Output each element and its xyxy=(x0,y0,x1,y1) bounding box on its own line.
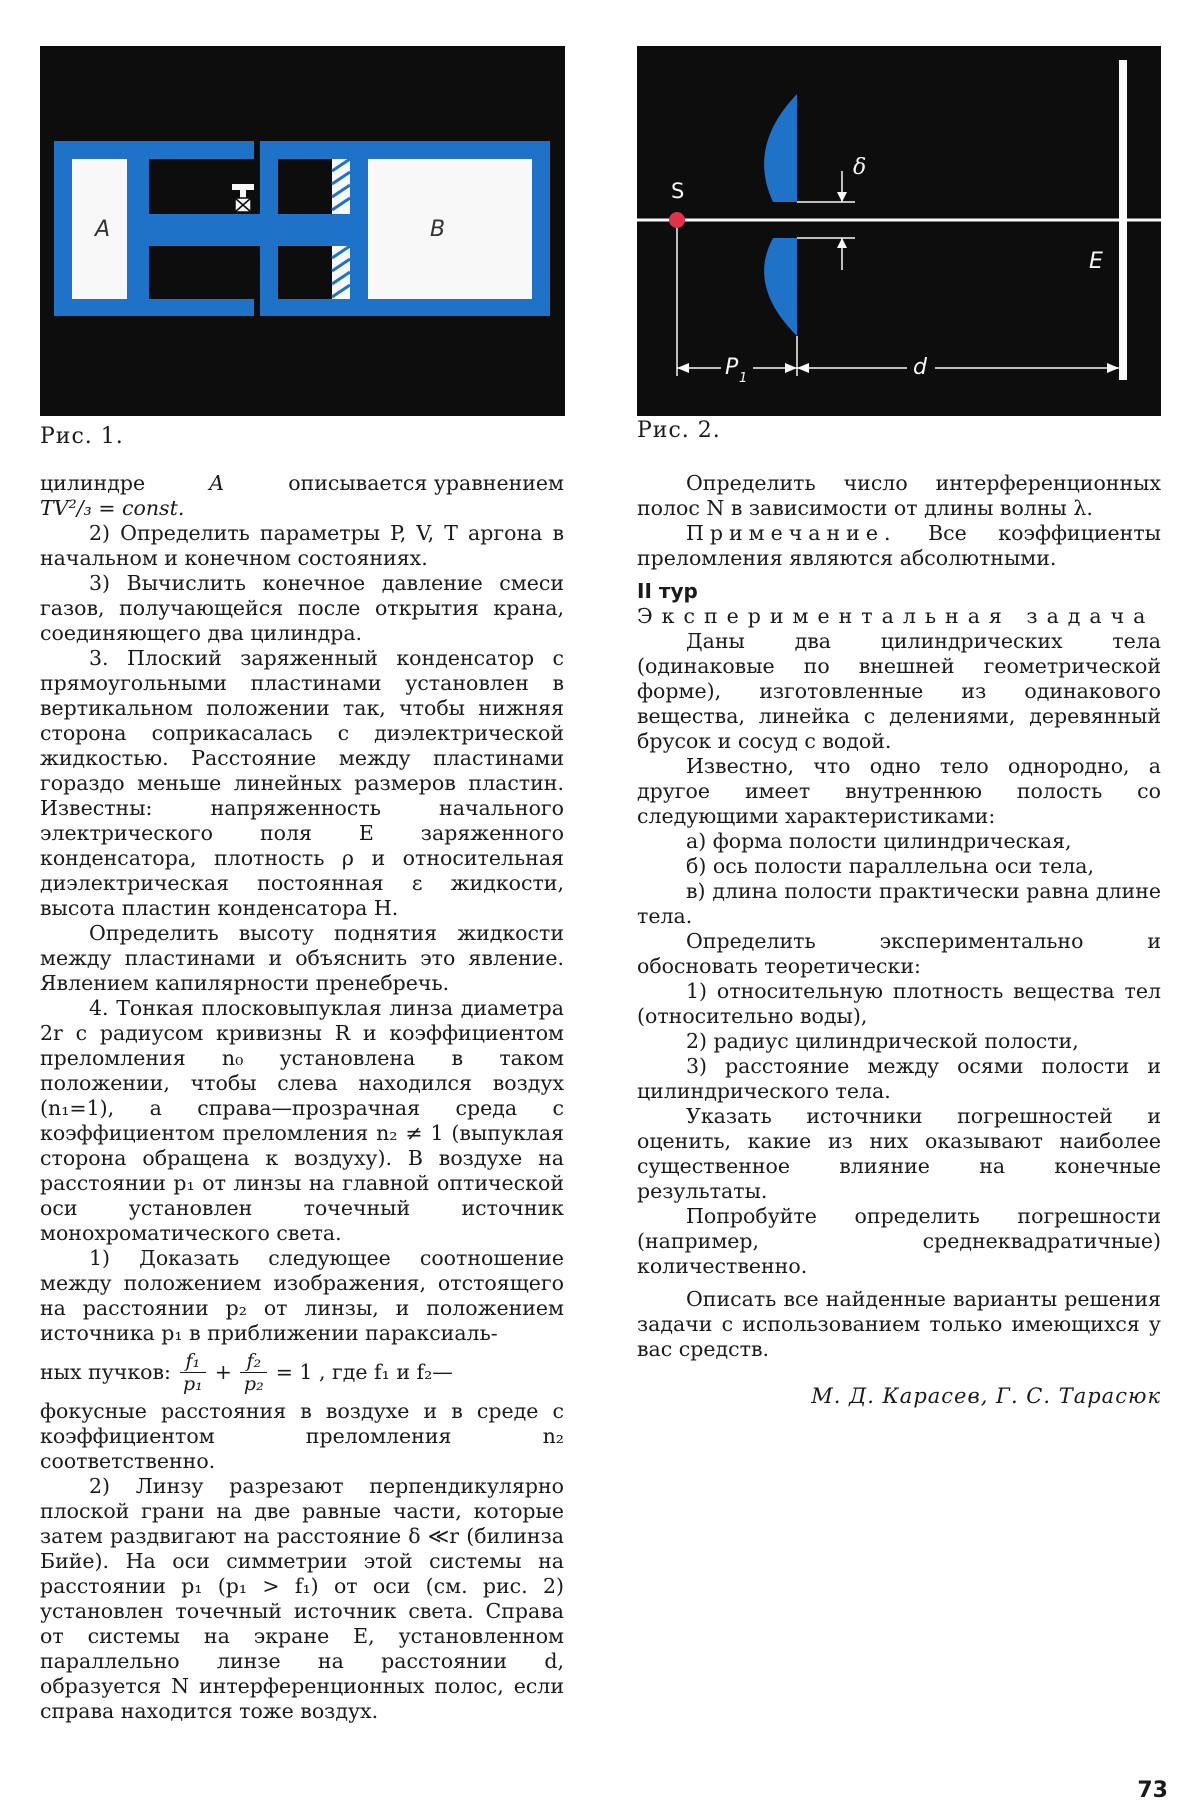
right-column xyxy=(637,471,1161,1409)
point-source xyxy=(669,212,685,228)
para-task-2: 2) Определить параметры P, V, T аргона в начальном и конечном состояниях. xyxy=(40,521,564,570)
figure-2-diagram xyxy=(637,46,1161,416)
para-determine: Определить экспериментально и обосновать теоретически: xyxy=(637,929,1161,978)
para-bilens: 2) Линзу разрезают перпендикулярно плоской грани на две равные части, которые затем раздвигают на расстояние δ ≪r (билинза Бийе). На оси симметрии этой системы на расстоянии p₁ (p₁ > f₁) от оси (см. рис. 2) установлен точечный источник света. Справа от системы на экране E, установленном параллельно линзе на расстоянии d, образуется N интерференционных полос, если справа находится тоже воздух. xyxy=(40,1474,564,1723)
para-focal-lengths: фокусные расстояния в воздухе и в среде с коэффициентом преломления n₂ соответственно. xyxy=(40,1399,564,1473)
para-note: Примечание. Все коэффициенты преломления являются абсолютными. xyxy=(637,521,1161,570)
label-p1-sub: 1 xyxy=(739,371,748,386)
fraction-f1-p1: $\frac{\text{f₁}}{\text{p₁}}$ xyxy=(177,1350,209,1395)
figure-1-diagram xyxy=(40,46,565,416)
task-item-2: 2) радиус цилиндрической полости, xyxy=(686,1029,1079,1053)
para-cylinder-eq: цилиндре A описывается уравнением xyxy=(40,471,564,495)
para-problem-3-question: Определить высоту поднятия жидкости между пластинами и объяснить это явление. Явлением капилярности пренебречь. xyxy=(40,921,564,995)
equation-tv: TV²/₃ = const. xyxy=(40,496,185,520)
cylinder-a-space-top xyxy=(149,159,236,214)
para-task-3: 3) Вычислить конечное давление смеси газов, получающейся после открытия крана, соединяющего два цилиндра. xyxy=(40,571,564,645)
piston-a xyxy=(127,159,149,299)
lens-upper-half xyxy=(764,94,797,202)
heading-tour-2: II тур xyxy=(637,579,698,603)
label-s: S xyxy=(671,179,685,203)
para-quantify: Попробуйте определить погрешности (например, среднеквадратичные) количественно. xyxy=(637,1204,1161,1278)
para-problem-4: 4. Тонкая плосковыпуклая линза диаметра 2r с радиусом кривизны R и коэффициентом преломления n₀ установлена в таком положении, чтобы слева находился воздух (n₁=1), а справа—прозрачная среда с коэффициентом преломления n₂ ≠ 1 (выпуклая сторона обращена к воздуху). В воздухе на расстоянии p₁ от линзы на главной оптической оси установлен точечный источник монохроматического света. xyxy=(40,996,564,1245)
figure-2-caption: Рис. 2. xyxy=(637,418,721,443)
figure-2 xyxy=(637,46,1161,416)
para-known: Известно, что одно тело однородно, а другое имеет внутреннюю полость со следующими характеристиками: xyxy=(637,754,1161,828)
label-d: d xyxy=(913,355,927,380)
task-item-1: 1) относительную плотность вещества тел (относительно воды), xyxy=(637,979,1161,1028)
screen-e xyxy=(1119,60,1127,380)
label-b: B xyxy=(430,217,446,242)
page-number: 73 xyxy=(1137,1778,1168,1803)
fraction-f2-p2: $\frac{\text{f₂}}{\text{p₂}}$ xyxy=(238,1350,270,1395)
label-p1: P xyxy=(725,355,739,380)
figure-1 xyxy=(40,46,565,416)
gas-b xyxy=(368,159,532,299)
cylinder-a-space-bottom xyxy=(149,246,236,299)
heading-experimental-task: Экспериментальная задача xyxy=(637,604,1155,628)
para-given: Даны два цилиндрических тела (одинаковые по внешней геометрической форме), изготовленные из одинакового вещества, линейка с делениями, деревянный брусок и сосуд с водой. xyxy=(637,629,1161,753)
list-item-a: а) форма полости цилиндрическая, xyxy=(686,829,1072,853)
authors: М. Д. Карасев, Г. С. Тарасюк xyxy=(811,1384,1161,1408)
para-fringes: Определить число интерференционных полос N в зависимости от длины волны λ. xyxy=(637,471,1161,520)
label-delta: δ xyxy=(853,155,867,180)
lens-lower-half xyxy=(764,238,797,336)
list-item-b: б) ось полости параллельна оси тела, xyxy=(686,854,1094,878)
label-a: A xyxy=(95,217,111,242)
left-column xyxy=(40,471,564,1724)
para-problem-3: 3. Плоский заряженный конденсатор с прямоугольными пластинами установлен в вертикальном положении так, чтобы нижняя сторона соприкасалась с диэлектрической жидкостью. Расстояние между пластинами гораздо меньше линейных размеров пластин. Известны: напряженность начального электрического поля E заряженного конденсатора, плотность ρ и относительная диэлектрическая постоянная ε жидкости, высота пластин конденсатора H. xyxy=(40,646,564,920)
list-item-c: в) длина полости практически равна длине тела. xyxy=(637,879,1161,928)
valve-handle xyxy=(232,184,254,190)
label-e: E xyxy=(1089,249,1103,274)
task-item-3: 3) расстояние между осями полости и цилиндрического тела. xyxy=(637,1054,1161,1103)
figure-1-caption: Рис. 1. xyxy=(40,424,124,449)
para-errors: Указать источники погрешностей и оценить, какие из них оказывают наиболее существенное влияние на конечные результаты. xyxy=(637,1104,1161,1203)
para-variants: Описать все найденные варианты решения задачи с использованием только имеющихся у вас средств. xyxy=(637,1287,1161,1361)
para-problem-4-task-1: 1) Доказать следующее соотношение между положением изображения, отстоящего на расстоянии p₂ от линзы, и положением источника p₁ в приближении параксиаль- xyxy=(40,1246,564,1345)
lens-formula: ных пучков: $\frac{\text{f₁}}{\text{p₁}}$ + $\frac{\text{f₂}}{\text{p₂}}$ = 1 , где f₁ и f₂— xyxy=(40,1350,453,1395)
